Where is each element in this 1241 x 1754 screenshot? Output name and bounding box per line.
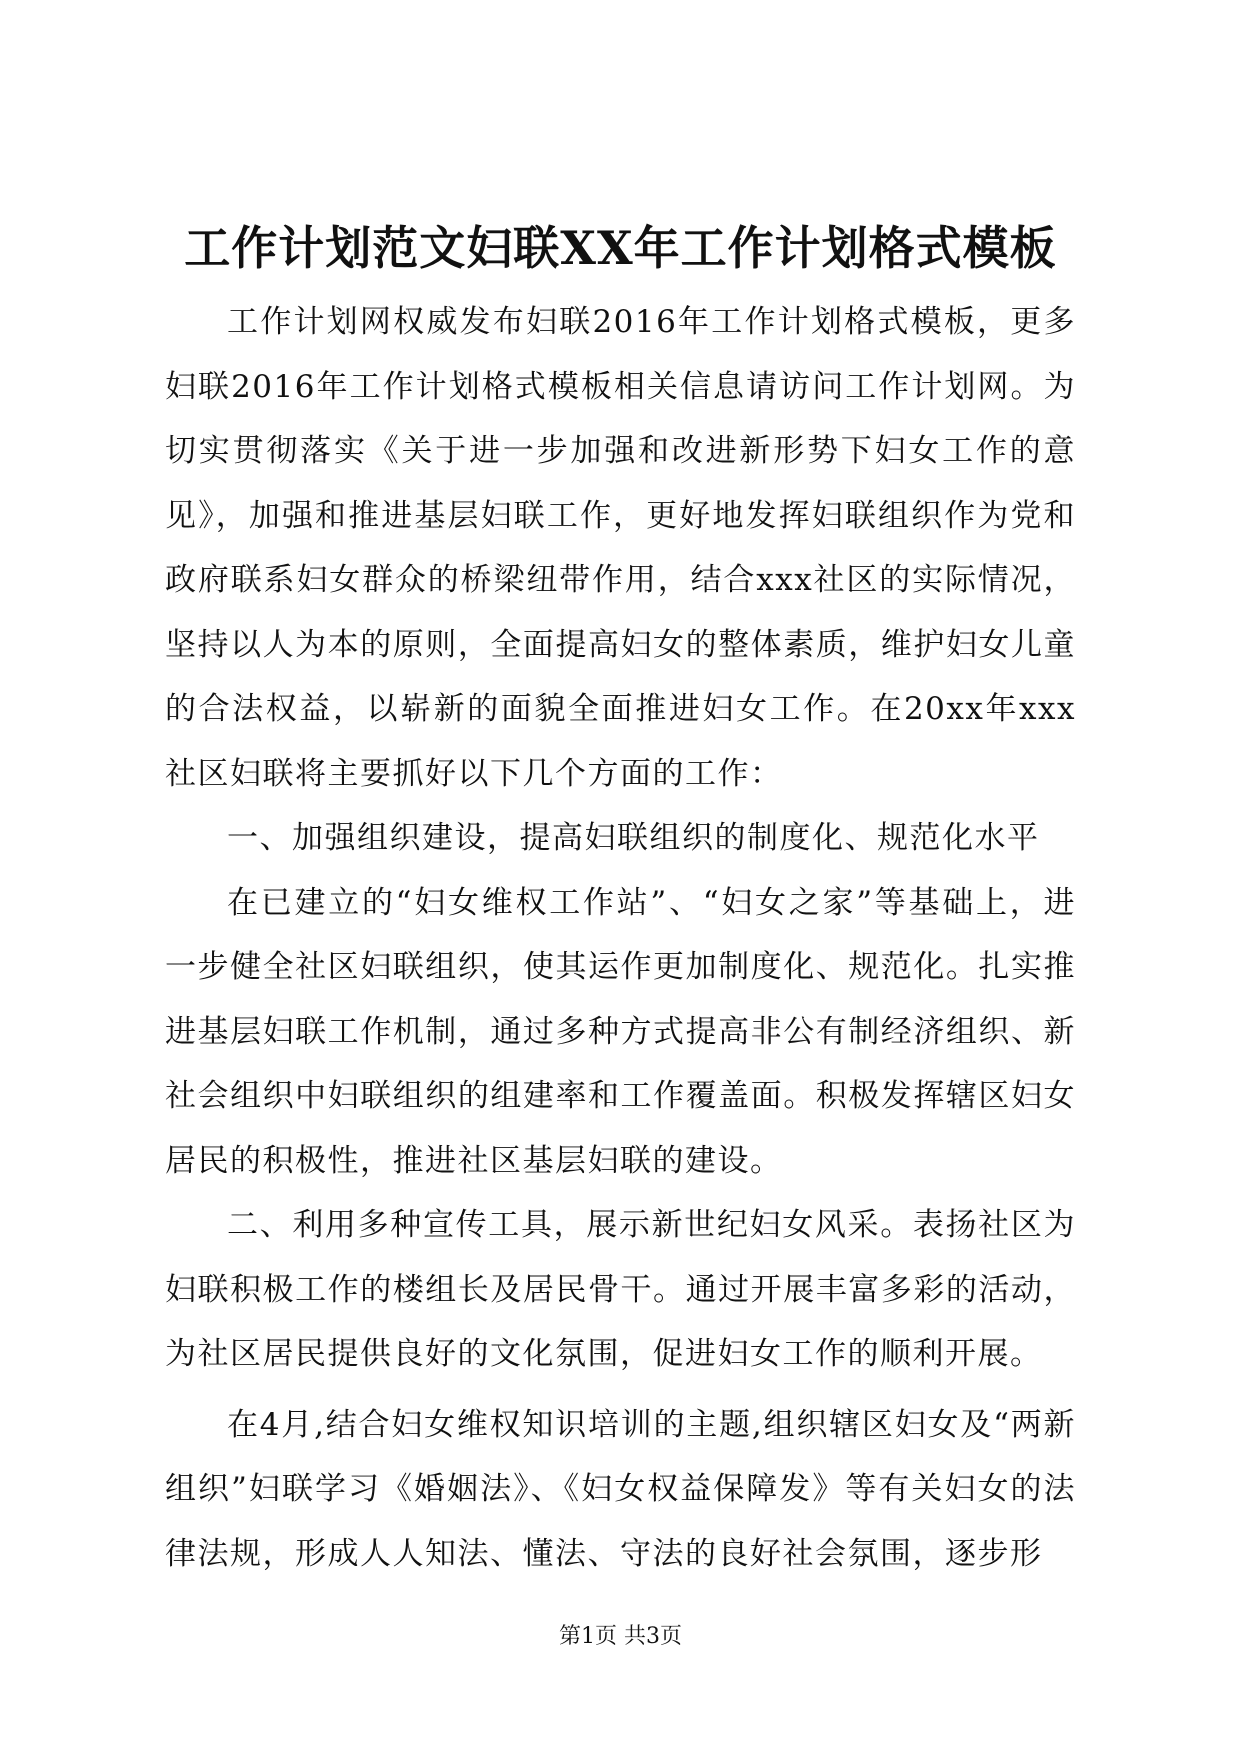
page-number-footer: 第1页 共3页 <box>559 1624 682 1649</box>
section-heading-2: 二、利用多种宣传工具，展示新世纪妇女风采。表扬社区为妇联积极工作的楼组长及居民骨干。通过开展丰富多彩的活动，为社区居民提供良好的文化氛围，促进妇女工作的顺利开展。 <box>165 1207 1076 1372</box>
document-body <box>165 290 1076 1586</box>
section-heading-1: 一、加强组织建设，提高妇联组织的制度化、规范化水平 <box>227 820 1040 856</box>
paragraph-organization: 在已建立的“妇女维权工作站”、“妇女之家”等基础上，进一步健全社区妇联组织，使其运作更加制度化、规范化。扎实推进基层妇联工作机制，通过多种方式提高非公有制经济组织、新社会组织中妇联组织的组建率和工作覆盖面。积极发挥辖区妇女居民的积极性，推进社区基层妇联的建设。 <box>165 884 1076 1179</box>
paragraph-april: 在4月,结合妇女维权知识培训的主题,组织辖区妇女及“两新组织”妇联学习《婚姻法》、《妇女权益保障发》等有关妇女的法律法规，形成人人知法、懂法、守法的良好社会氛围，逐步形 <box>165 1406 1076 1572</box>
document-title: 工作计划范文妇联XX年工作计划格式模板 <box>184 221 1057 275</box>
paragraph-intro: 工作计划网权威发布妇联2016年工作计划格式模板，更多妇联2016年工作计划格式模板相关信息请访问工作计划网。为切实贯彻落实《关于进一步加强和改进新形势下妇女工作的意见》，加强和推进基层妇联工作，更好地发挥妇联组织作为党和政府联系妇女群众的桥梁纽带作用，结合xxx社区的实际情况，坚持以人为本的原则，全面提高妇女的整体素质，维护妇女儿童的合法权益，以崭新的面貌全面推进妇女工作。在20xx年xxx社区妇联将主要抓好以下几个方面的工作： <box>165 304 1076 792</box>
